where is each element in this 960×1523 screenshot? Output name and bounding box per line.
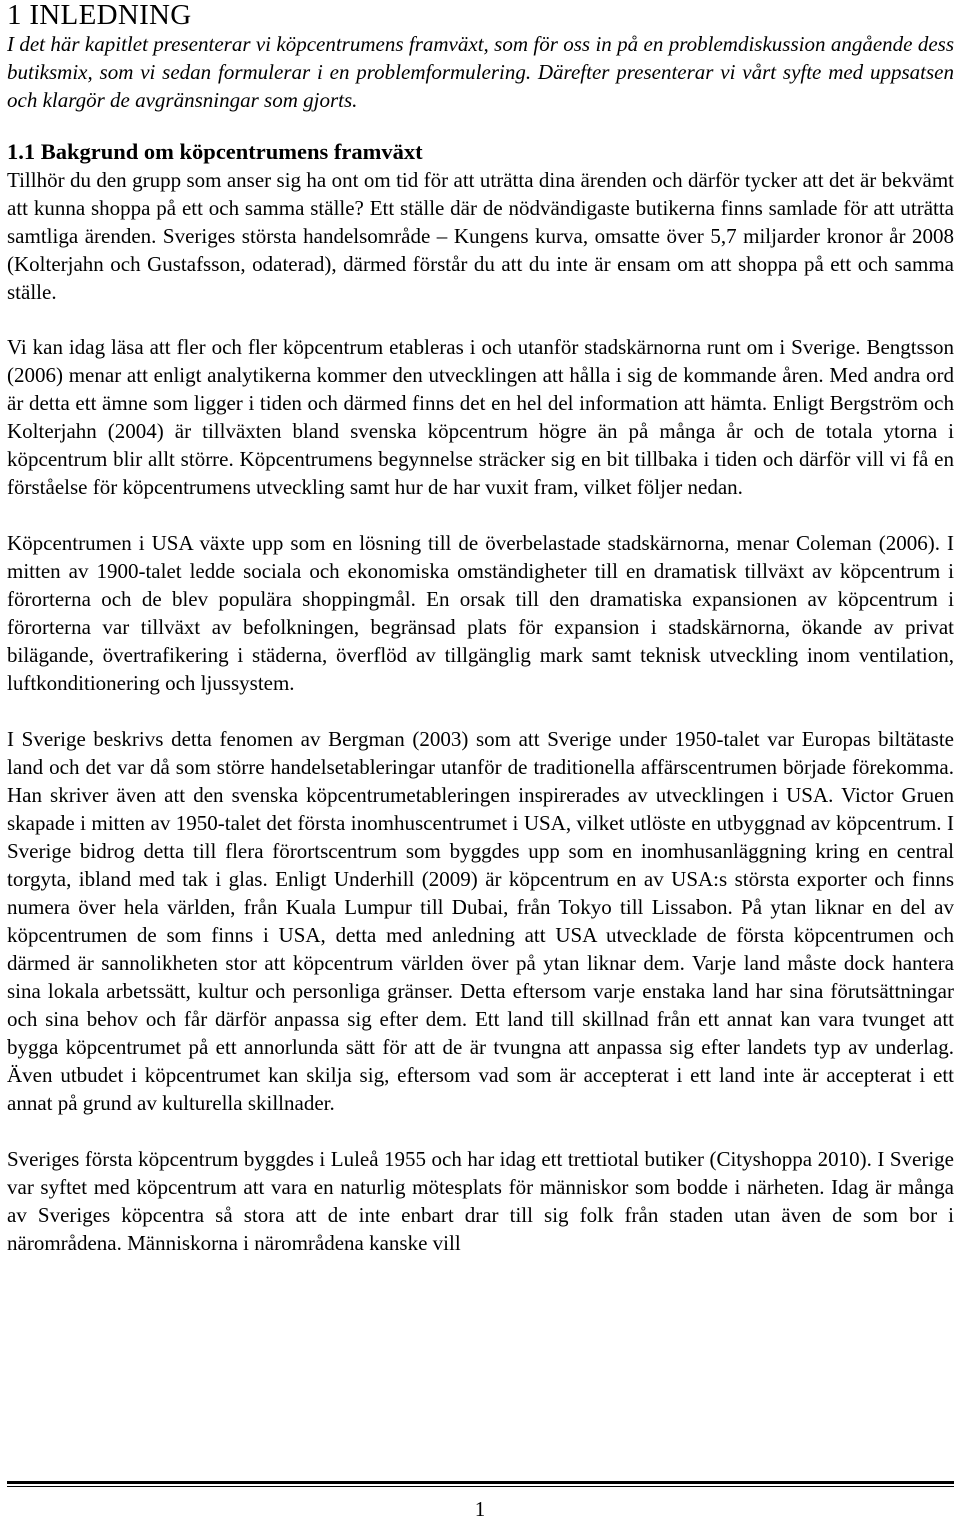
chapter-intro: I det här kapitlet presenterar vi köpcentrumens framväxt, som för oss in på en problemdiskussion angående dess butiksmix, som vi sedan formulerar i en problemformulering. Därefter presenterar vi vårt syfte med uppsatsen och klargör de avgränsningar som gjorts. — [7, 32, 954, 112]
chapter-title: 1 INLEDNING — [7, 0, 192, 31]
page-number: 1 — [474, 1497, 486, 1521]
footer-divider-thin — [7, 1486, 954, 1487]
section-title: 1.1 Bakgrund om köpcentrumens framväxt — [7, 139, 423, 164]
footer-divider — [7, 1481, 954, 1484]
body-paragraph-4: I Sverige beskrivs detta fenomen av Bergman (2003) som att Sverige under 1950-talet var Europas biltätaste land och det var då som större handelsetableringar utanför de traditionella affärscentrumen började förekomma. Han skriver även att den svenska köpcentrumetableringen inspirerades av utvecklingen i USA. Victor Gruen skapade i mitten av 1950-talet det första inomhuscentrumet i USA, vilket utlöste en utbyggnad av köpcentrum. I Sverige bidrog detta till flera förortscentrum som byggdes upp som en inomhusanläggning kring en central torgyta, ibland med tak i glas. Enligt Underhill (2009) är köpcentrum en av USA:s största exporter och finns numera över hela världen, från Kuala Lumpur till Dubai, från Tokyo till Lissabon. På ytan liknar en del av köpcentrumen de som finns i USA, detta med anledning att USA utvecklade de första köpcentrumen och därmed är sannolikheten stor att köpcentrum världen över på ytan liknar dem. Varje land måste dock hantera sina lokala arbetssätt, kultur och personliga gränser. Detta eftersom varje enstaka land har sina förutsättningar och sina behov och får därför anpassa sig efter dem. Ett land till skillnad från ett annat kan vara tvunget att bygga köpcentrumet på ett annorlunda sätt för att de är tvungna att anpassa sig efter landets typ av underlag. Även utbudet i köpcentrumet kan skilja sig, eftersom vad som är accepterat i ett land inte är accepterat i ett annat på grund av kulturella skillnader. — [7, 727, 954, 1115]
document-page — [7, 0, 954, 1257]
body-paragraph-2: Vi kan idag läsa att fler och fler köpcentrum etableras i och utanför stadskärnorna runt om i Sverige. Bengtsson (2006) menar att enligt analytikerna kommer den utvecklingen att hålla i sig de kommande åren. Med andra ord är detta ett ämne som ligger i tiden och därmed finns det en hel del information att hämta. Enligt Bergström och Kolterjahn (2004) är tillväxten bland svenska köpcentrum högre än på många år och de totala ytorna i köpcentrum blir allt större. Köpcentrumens begynnelse sträcker sig en bit tillbaka i tiden och därför vill vi få en förståelse för köpcentrumens utveckling samt hur de har vuxit fram, vilket följer nedan. — [7, 335, 954, 499]
body-paragraph-1: Tillhör du den grupp som anser sig ha ont om tid för att uträtta dina ärenden och därför tycker att det är bekvämt att kunna shoppa på ett och samma ställe? Ett ställe där de nödvändigaste butikerna finns samlade för att uträtta samtliga ärenden. Sveriges största handelsområde – Kungens kurva, omsatte över 5,7 miljarder kronor år 2008 (Kolterjahn och Gustafsson, odaterad), därmed förstår du att du inte är ensam om att shoppa på ett och samma ställe. — [7, 168, 954, 304]
body-paragraph-3: Köpcentrumen i USA växte upp som en lösning till de överbelastade stadskärnorna, menar Coleman (2006). I mitten av 1900-talet ledde sociala och ekonomiska omständigheter till en dramatisk tillväxt av köpcentrum i förorterna och de blev populära shoppingmål. En orsak till den dramatiska expansionen av köpcentrum i förorterna var tillväxt av befolkningen, begränsad plats för expansion i stadskärnorna, ökande av privat bilägande, övertrafikering i städerna, överflöd av tillgänglig mark samt teknisk utveckling inom ventilation, luftkonditionering och ljussystem. — [7, 531, 954, 695]
body-paragraph-5: Sveriges första köpcentrum byggdes i Luleå 1955 och har idag ett trettiotal butiker (Cityshoppa 2010). I Sverige var syftet med köpcentrum att vara en naturlig mötesplats för människor som bodde i närheten. Idag är många av Sveriges köpcentra så stora att de inte enbart drar till sig folk från staden utan även de som bor i närområdena. Människorna i närområdena kanske vill — [7, 1147, 954, 1255]
